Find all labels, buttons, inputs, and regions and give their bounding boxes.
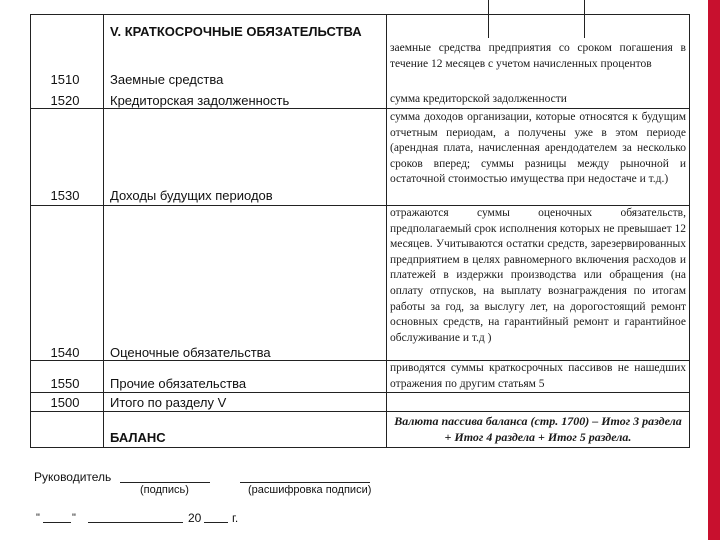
decode-label: (расшифровка подписи)	[248, 484, 372, 496]
section-title: V. КРАТКОСРОЧНЫЕ ОБЯЗАТЕЛЬСТВА	[110, 24, 362, 39]
row-desc-1510: заемные средства предприятия со сроком погашения в течение 12 месяцев с учетом начисленных процентов	[390, 42, 686, 70]
balance-description: Валюта пассива баланса (стр. 1700) – Итог 3 раздела + Итог 4 раздела + Итог 5 раздела.	[394, 414, 682, 444]
row-name-1550: Прочие обязательства	[110, 376, 247, 391]
balance-label: БАЛАНС	[110, 430, 166, 445]
row-code-1550: 1550	[50, 376, 80, 391]
row-code-1500: 1500	[50, 395, 80, 410]
year-suffix: г.	[232, 511, 239, 525]
row-desc-1540: отражаются суммы оценочных обязательств, предполагаемый срок исполнения которых не превышает 12 месяцев. Учитываются остатки средств, зарезервированных предприятием в целях равномерного включения расходов и платежей в издержки производства или обращения (на оплату отпусков, на выплату вознаграждения по итогам работы за год, за выслугу лет, на дорогостоящий ремонт основных средств, на гарантийный ремонт и гарантийное обслуживание и т.д )	[390, 207, 686, 344]
row-desc-1520: сумма кредиторской задолженности	[390, 93, 567, 105]
row-code-1540: 1540	[50, 345, 80, 360]
year-prefix: 20	[188, 511, 202, 525]
row-name-1540: Оценочные обязательства	[110, 345, 271, 360]
signature-label: (подпись)	[140, 484, 189, 496]
date-quote-close: "	[72, 512, 76, 524]
row-name-1500: Итого по разделу V	[110, 395, 227, 410]
date-quote-open: "	[36, 512, 40, 524]
slide-accent-bar	[708, 0, 720, 540]
row-code-1520: 1520	[50, 93, 80, 108]
head-label: Руководитель	[34, 470, 112, 484]
row-name-1520: Кредиторская задолженность	[110, 93, 290, 108]
row-name-1510: Заемные средства	[110, 72, 224, 87]
row-name-1530: Доходы будущих периодов	[110, 188, 273, 203]
row-code-1530: 1530	[50, 188, 80, 203]
row-desc-1530: сумма доходов организации, которые относятся к будущим отчетным периодам, а получены уже в этом периоде (арендная плата, начисленная арендодателем за несколько сроков вперед; суммы разницы между рыночной и остаточной стоимостью имущества при недостаче и т.д.)	[390, 111, 686, 186]
row-code-1510: 1510	[50, 72, 80, 87]
row-desc-1550: приводятся суммы краткосрочных пассивов не нашедших отражения по другим статьям 5	[390, 362, 686, 390]
